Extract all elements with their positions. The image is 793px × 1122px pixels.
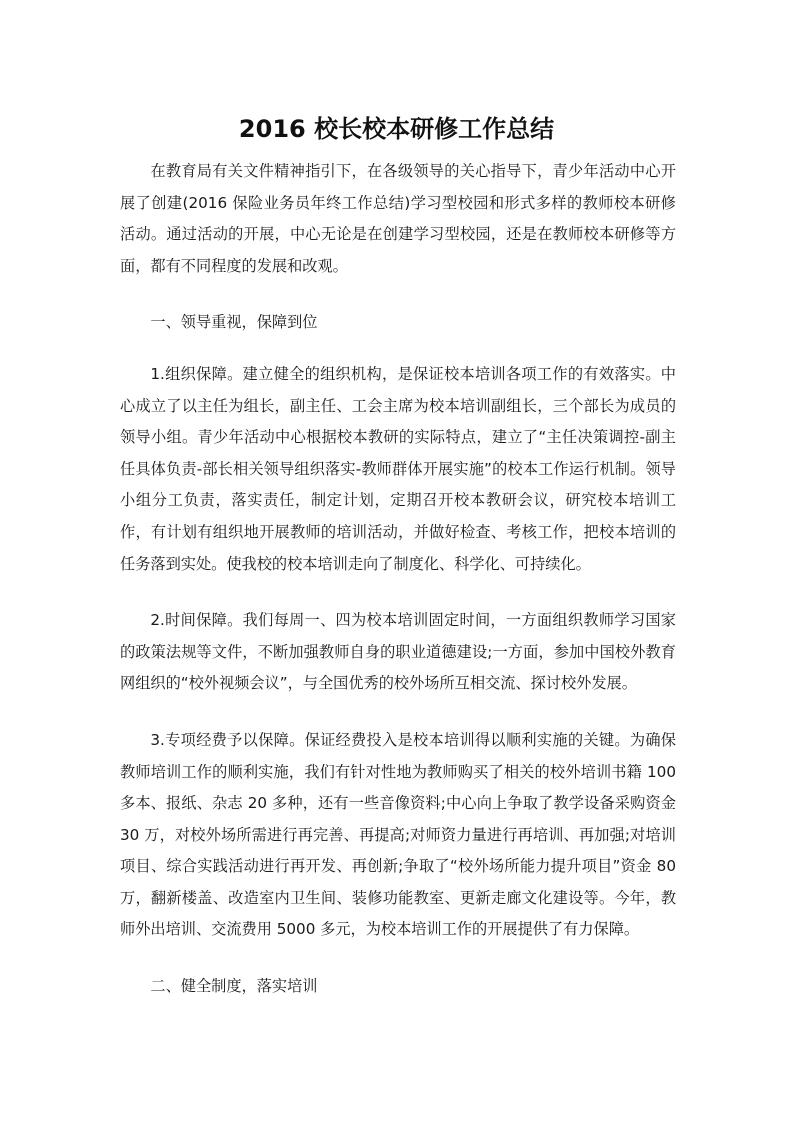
section-heading-1: 一、领导重视，保障到位 (150, 313, 318, 332)
intro-paragraph: 在教育局有关文件精神指引下，在各级领导的关心指导下，青少年活动中心开展了创建(2016 保险业务员年终工作总结)学习型校园和形式多样的教师校本研修活动。通过活动的开展，中心无论是在创建学习型校园，还是在教师校本研修等方面，都有不同程度的发展和改观。 (120, 162, 676, 275)
paragraph-organization: 1.组织保障。建立健全的组织机构，是保证校本培训各项工作的有效落实。中心成立了以主任为组长，副主任、工会主席为校本培训副组长，三个部长为成员的领导小组。青少年活动中心根据校本教研的实际特点，建立了“主任决策调控-副主任具体负责-部长相关领导组织落实-教师群体开展实施”的校本工作运行机制。领导小组分工负责，落实责任，制定计划，定期召开校本教研会议，研究校本培训工作，有计划有组织地开展教师的培训活动，并做好检查、考核工作，把校本培训的任务落到实处。使我校的校本培训走向了制度化、科学化、可持续化。 (120, 364, 676, 573)
document-body (120, 156, 676, 1023)
paragraph-time: 2.时间保障。我们每周一、四为校本培训固定时间，一方面组织教师学习国家的政策法规等文件，不断加强教师自身的职业道德建设;一方面，参加中国校外教育网组织的“校外视频会议”，与全国优秀的校外场所互相交流、探讨校外发展。 (120, 611, 676, 693)
paragraph-funding: 3.专项经费予以保障。保证经费投入是校本培训得以顺利实施的关键。为确保教师培训工作的顺利实施，我们有针对性地为教师购买了相关的校外培训书籍 100 多本、报纸、杂志 20 多种，还有一些音像资料;中心向上争取了教学设备采购资金 30 万，对校外场所需进行再完善、再提高;对师资力量进行再培训、再加强;对培训项目、综合实践活动进行再开发、再创新;争取了“校外场所能力提升项目”资金 80 万，翻新楼盖、改造室内卫生间、装修功能教室、更新走廊文化建设等。今年，教师外出培训、交流费用 5000 多元，为校本培训工作的开展提供了有力保障。 (120, 730, 676, 939)
document-title: 2016 校长校本研修工作总结 (238, 115, 555, 143)
section-heading-2: 二、健全制度，落实培训 (150, 977, 318, 996)
